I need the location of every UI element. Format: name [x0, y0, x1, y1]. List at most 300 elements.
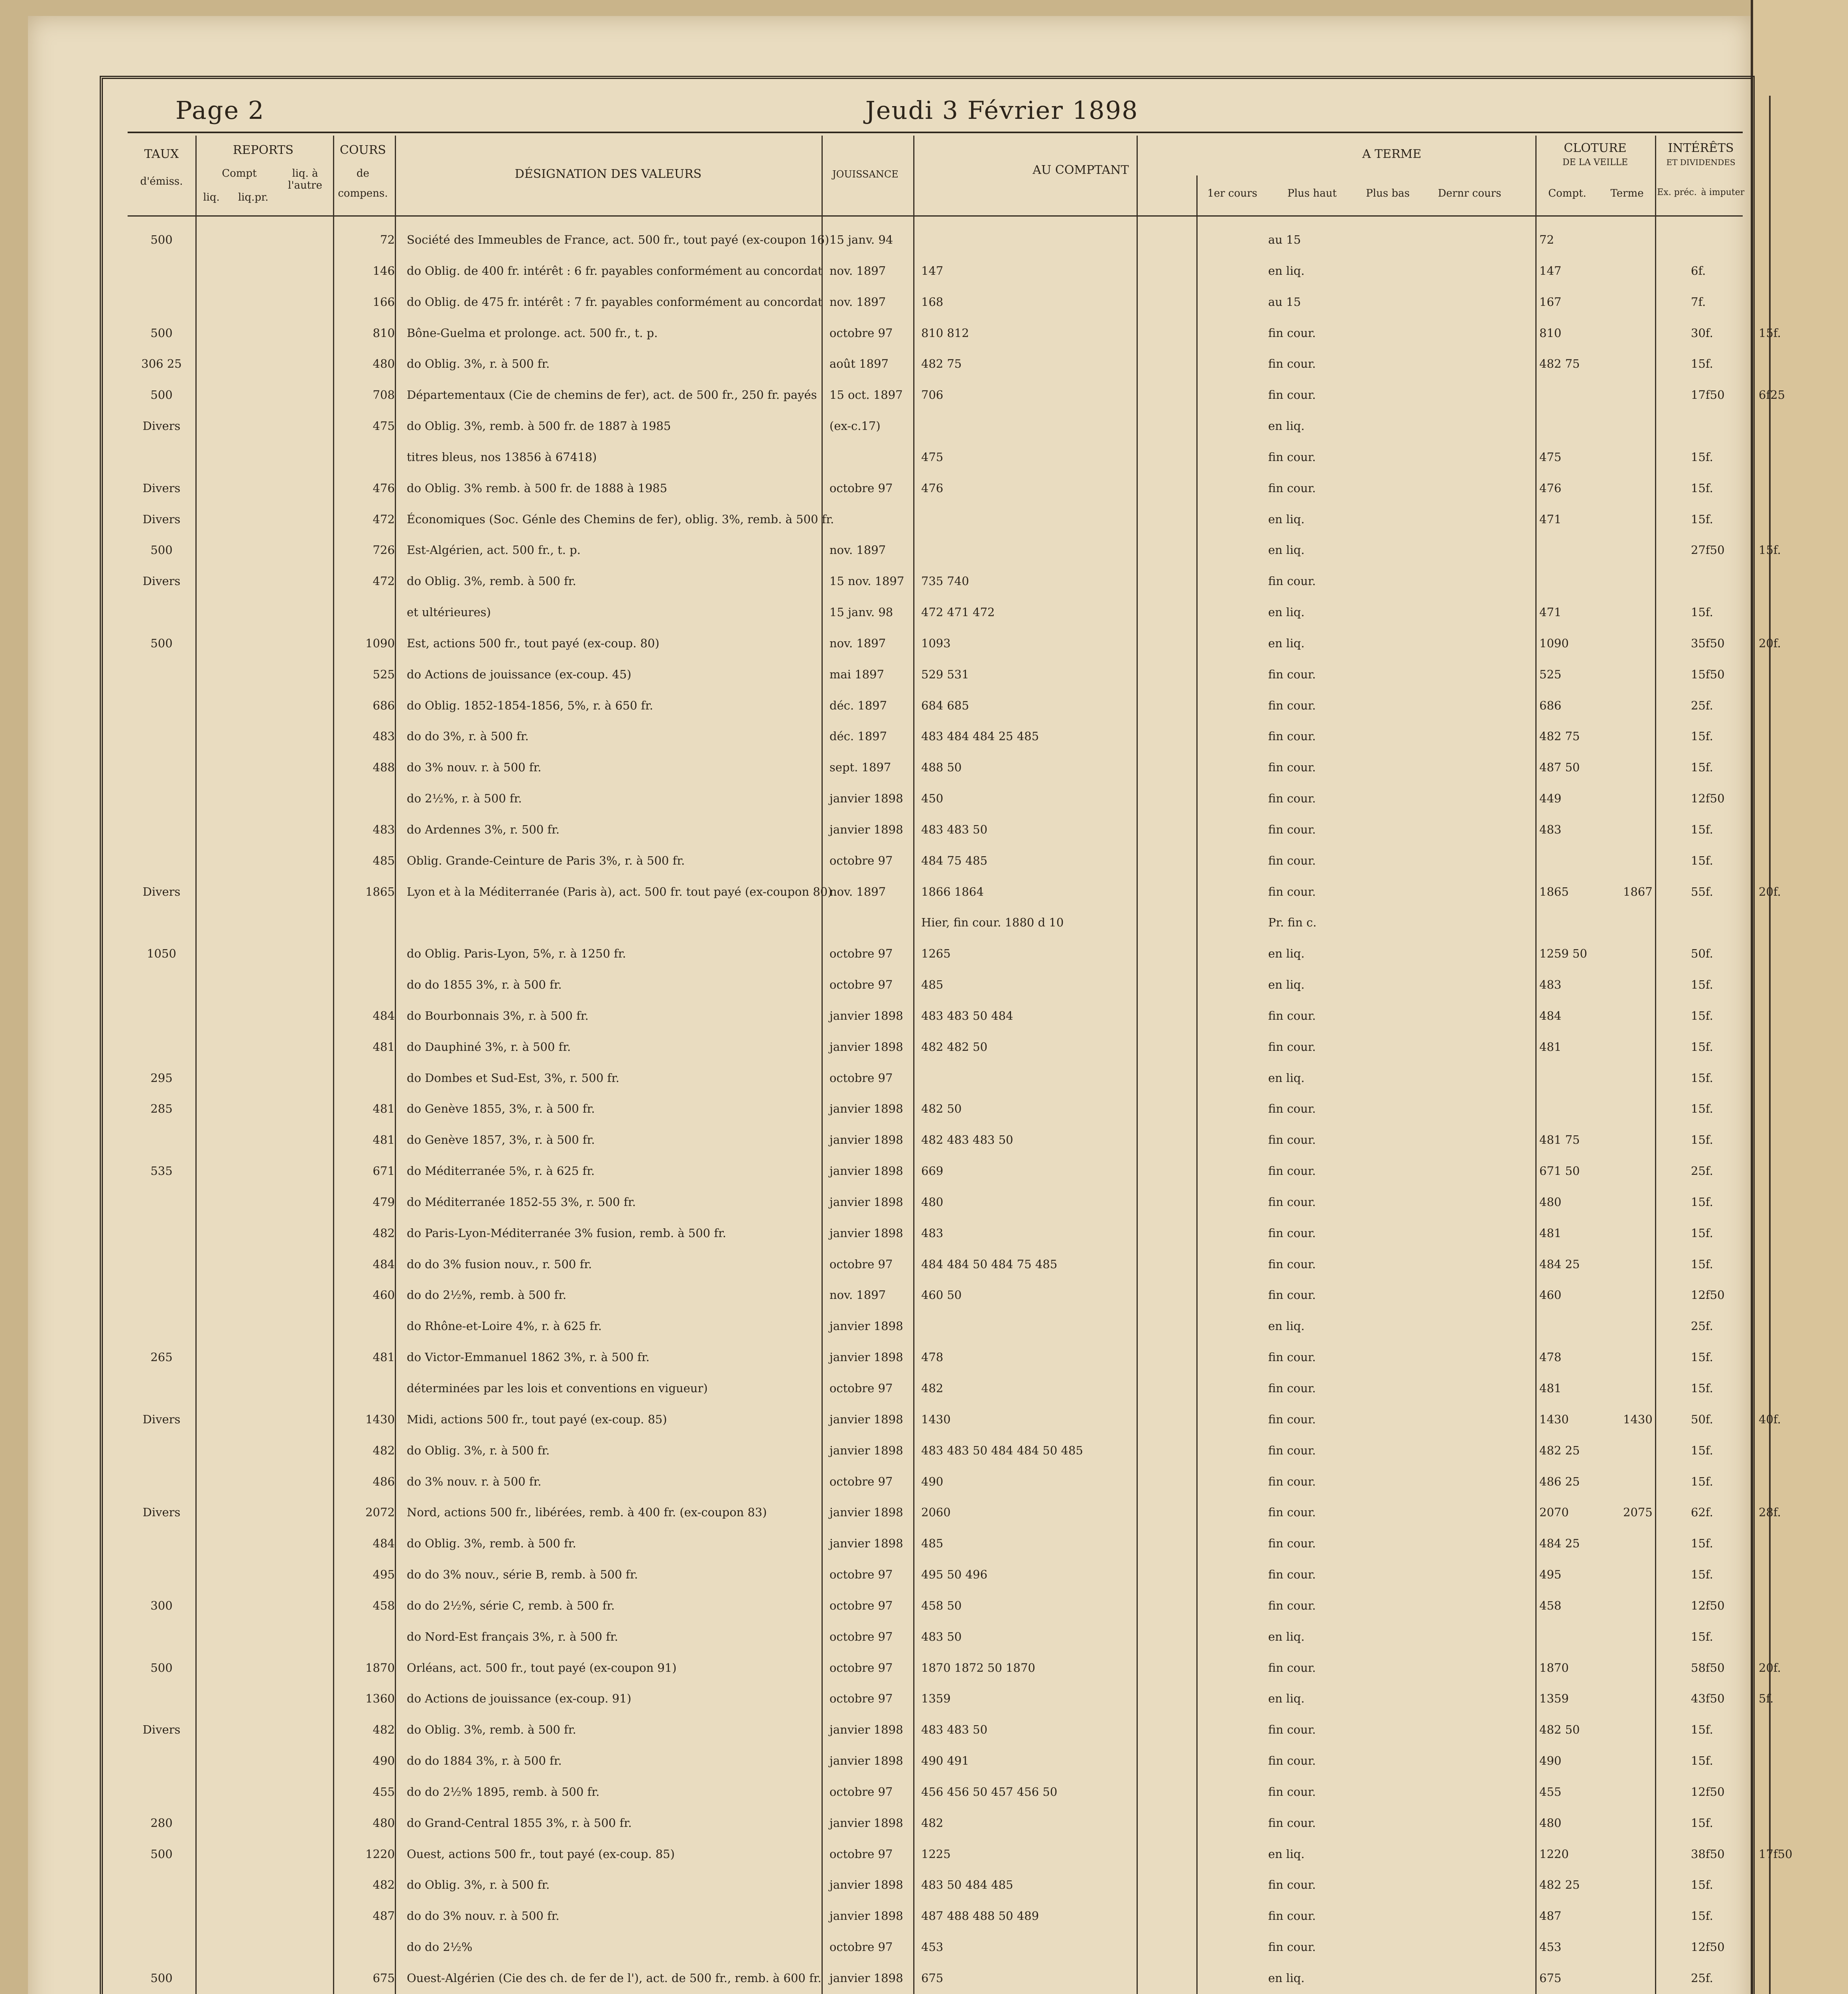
- col-taux-sub: d'émiss.: [140, 175, 183, 187]
- comptant-cell: 476: [921, 481, 944, 495]
- col-interets: INTÉRÊTS: [1668, 141, 1734, 155]
- cloture-comptant-cell: 490: [1539, 1754, 1562, 1768]
- col-terme: A TERME: [1362, 147, 1422, 161]
- liquidation-cell: fin cour.: [1268, 1598, 1316, 1612]
- comptant-cell: 458 50: [921, 1598, 962, 1612]
- cours-cell: 525: [372, 667, 395, 681]
- jouissance-cell: (ex-c.17): [829, 419, 881, 433]
- interet-imputer-cell: 20f.: [1759, 885, 1781, 898]
- cloture-comptant-cell: 487: [1539, 1909, 1562, 1923]
- table-row: [128, 1318, 1743, 1335]
- jouissance-cell: janvier 1898: [829, 1164, 903, 1178]
- designation-cell: Économiques (Soc. Génle des Chemins de fer), oblig. 3%, remb. à 500 fr.: [407, 512, 834, 526]
- comptant-cell: 484 75 485: [921, 853, 988, 867]
- designation-cell: do Rhône-et-Loire 4%, r. à 625 fr.: [407, 1319, 602, 1333]
- col-liq-autre: liq. à l'autre: [288, 167, 322, 191]
- designation-cell: do Oblig. 3%, remb. à 500 fr.: [407, 574, 576, 588]
- jouissance-cell: janvier 1898: [829, 1319, 903, 1333]
- cours-cell: 482: [372, 1723, 395, 1737]
- table-row: [128, 1566, 1743, 1584]
- jouissance-cell: janvier 1898: [829, 1878, 903, 1892]
- interet-precedent-cell: 12f50: [1691, 1598, 1725, 1612]
- interet-precedent-cell: 6f.: [1691, 264, 1706, 278]
- interet-precedent-cell: 25f.: [1691, 1319, 1713, 1333]
- designation-cell: do 2½%, r. à 500 fr.: [407, 792, 522, 806]
- interet-imputer-cell: 40f.: [1759, 1412, 1781, 1426]
- col-liqpr: liq.pr.: [238, 191, 269, 203]
- col-reports: REPORTS: [233, 143, 294, 157]
- cloture-comptant-cell: 482 75: [1539, 357, 1580, 371]
- table-row: [128, 262, 1743, 280]
- interet-precedent-cell: 15f.: [1691, 1878, 1713, 1892]
- cours-cell: 484: [372, 1537, 395, 1551]
- comptant-cell: 483 484 484 25 485: [921, 729, 1039, 743]
- liquidation-cell: fin cour.: [1268, 1164, 1316, 1178]
- col-jouissance: JOUISSANCE: [832, 169, 898, 180]
- cloture-comptant-cell: 810: [1539, 326, 1562, 340]
- taux-cell: 500: [150, 1847, 173, 1861]
- liquidation-cell: fin cour.: [1268, 1040, 1316, 1054]
- cours-cell: 482: [372, 1226, 395, 1240]
- cours-cell: 488: [372, 761, 395, 774]
- interet-precedent-cell: 25f.: [1691, 1971, 1713, 1985]
- interet-precedent-cell: 15f.: [1691, 1754, 1713, 1768]
- jouissance-cell: sept. 1897: [829, 761, 891, 774]
- jouissance-cell: nov. 1897: [829, 885, 886, 898]
- comptant-cell: 483 483 50: [921, 822, 988, 836]
- cloture-comptant-cell: 449: [1539, 792, 1562, 806]
- cours-cell: 458: [372, 1598, 395, 1612]
- cours-cell: 482: [372, 1443, 395, 1457]
- designation-cell: Société des Immeubles de France, act. 500 fr., tout payé (ex-coupon 16): [407, 233, 829, 246]
- table-row: [128, 1256, 1743, 1273]
- page-header: [128, 92, 1723, 128]
- cours-cell: 1870: [365, 1661, 395, 1675]
- cours-cell: 675: [372, 1971, 395, 1985]
- liquidation-cell: fin cour.: [1268, 1816, 1316, 1830]
- interet-precedent-cell: 15f.: [1691, 761, 1713, 774]
- cours-cell: 1360: [365, 1692, 395, 1706]
- jouissance-cell: 15 oct. 1897: [829, 388, 903, 402]
- designation-cell: do Paris-Lyon-Méditerranée 3% fusion, remb. à 500 fr.: [407, 1226, 726, 1240]
- jouissance-cell: nov. 1897: [829, 1288, 886, 1302]
- jouissance-cell: octobre 97: [829, 1381, 893, 1395]
- liquidation-cell: fin cour.: [1268, 574, 1316, 588]
- cloture-comptant-cell: 1220: [1539, 1847, 1569, 1861]
- taux-cell: 500: [150, 636, 173, 650]
- comptant-cell: 485: [921, 1537, 944, 1551]
- jouissance-cell: nov. 1897: [829, 295, 886, 309]
- designation-cell: do Oblig. 3%, remb. à 500 fr. de 1887 à 1985: [407, 419, 671, 433]
- liquidation-cell: en liq.: [1268, 1071, 1305, 1085]
- table-row: [128, 1349, 1743, 1366]
- comptant-cell: 735 740: [921, 574, 969, 588]
- designation-cell: do Méditerranée 1852-55 3%, r. 500 fr.: [407, 1195, 636, 1209]
- jouissance-cell: octobre 97: [829, 1071, 893, 1085]
- interet-imputer-cell: 17f50: [1759, 1847, 1793, 1861]
- col-plusbas: Plus bas: [1366, 187, 1410, 199]
- jouissance-cell: octobre 97: [829, 481, 893, 495]
- jouissance-cell: 15 nov. 1897: [829, 574, 904, 588]
- cours-cell: 481: [372, 1102, 395, 1116]
- comptant-cell: 490 491: [921, 1754, 969, 1768]
- header-rule: [128, 132, 1743, 133]
- jouissance-cell: janvier 1898: [829, 792, 903, 806]
- table-row: [128, 418, 1743, 435]
- table-row: [128, 542, 1781, 559]
- liquidation-cell: fin cour.: [1268, 698, 1316, 712]
- col-clo-terme: Terme: [1610, 187, 1644, 199]
- designation-cell: do Méditerranée 5%, r. à 625 fr.: [407, 1164, 595, 1178]
- liquidation-cell: fin cour.: [1268, 1102, 1316, 1116]
- jouissance-cell: janvier 1898: [829, 1009, 903, 1023]
- comptant-cell: 483 483 50 484 484 50 485: [921, 1443, 1083, 1457]
- taux-cell: Divers: [142, 1412, 181, 1426]
- liquidation-cell: fin cour.: [1268, 1009, 1316, 1023]
- taux-cell: Divers: [142, 574, 181, 588]
- designation-cell: do Oblig. 3%, remb. à 500 fr.: [407, 1537, 576, 1551]
- table-row: [128, 1194, 1743, 1211]
- interet-precedent-cell: 15f.: [1691, 1474, 1713, 1488]
- designation-cell: titres bleus, nos 13856 à 67418): [407, 450, 597, 464]
- cloture-comptant-cell: 481: [1539, 1381, 1562, 1395]
- taux-cell: 280: [150, 1816, 173, 1830]
- comptant-cell: 483 483 50 484: [921, 1009, 1013, 1023]
- table-row: [128, 511, 1743, 528]
- cours-cell: 475: [372, 419, 395, 433]
- comptant-cell: Hier, fin cour. 1880 d 10: [921, 916, 1064, 930]
- designation-cell: do do 2½%, remb. à 500 fr.: [407, 1288, 567, 1302]
- jouissance-cell: octobre 97: [829, 1568, 893, 1582]
- rule: [913, 136, 914, 1994]
- comptant-cell: 1430: [921, 1412, 951, 1426]
- table-row: [128, 1939, 1743, 1956]
- table-row: [128, 1659, 1781, 1677]
- cours-cell: 472: [372, 574, 395, 588]
- designation-cell: do Ardennes 3%, r. 500 fr.: [407, 822, 560, 836]
- comptant-cell: 480: [921, 1195, 944, 1209]
- cours-cell: 1090: [365, 636, 395, 650]
- rule: [395, 136, 396, 1994]
- liquidation-cell: fin cour.: [1268, 1878, 1316, 1892]
- interet-precedent-cell: 25f.: [1691, 698, 1713, 712]
- cloture-comptant-cell: 1870: [1539, 1661, 1569, 1675]
- cloture-comptant-cell: 484 25: [1539, 1537, 1580, 1551]
- designation-cell: do Oblig. Paris-Lyon, 5%, r. à 1250 fr.: [407, 947, 626, 961]
- comptant-cell: 684 685: [921, 698, 969, 712]
- table-row: [128, 1411, 1781, 1429]
- cours-cell: 481: [372, 1040, 395, 1054]
- taux-cell: 1050: [147, 947, 176, 961]
- cours-cell: 1430: [365, 1412, 395, 1426]
- table-row: [128, 1783, 1743, 1801]
- designation-cell: do do 2½%: [407, 1940, 473, 1954]
- cloture-comptant-cell: 481: [1539, 1040, 1562, 1054]
- liquidation-cell: fin cour.: [1268, 1350, 1316, 1364]
- jouissance-cell: janvier 1898: [829, 1754, 903, 1768]
- interet-precedent-cell: 15f.: [1691, 1629, 1713, 1643]
- interet-imputer-cell: 20f.: [1759, 636, 1781, 650]
- jouissance-cell: nov. 1897: [829, 636, 886, 650]
- taux-cell: 500: [150, 1971, 173, 1985]
- rule: [1655, 136, 1656, 1994]
- table-row: [128, 914, 1743, 932]
- liquidation-cell: fin cour.: [1268, 1133, 1316, 1147]
- table-row: [128, 635, 1781, 652]
- designation-cell: do Actions de jouissance (ex-coup. 91): [407, 1692, 632, 1706]
- comptant-cell: 450: [921, 792, 944, 806]
- interet-precedent-cell: 15f.: [1691, 729, 1713, 743]
- cours-cell: 146: [372, 264, 395, 278]
- cloture-comptant-cell: 478: [1539, 1350, 1562, 1364]
- interet-precedent-cell: 38f50: [1691, 1847, 1725, 1861]
- interet-imputer-cell: 28f.: [1759, 1505, 1781, 1519]
- table-row: [128, 821, 1743, 839]
- cours-cell: 166: [372, 295, 395, 309]
- interet-precedent-cell: 15f.: [1691, 1568, 1713, 1582]
- interet-precedent-cell: 30f.: [1691, 326, 1713, 340]
- designation-cell: Oblig. Grande-Ceinture de Paris 3%, r. à 500 fr.: [407, 853, 685, 867]
- designation-cell: do Bourbonnais 3%, r. à 500 fr.: [407, 1009, 589, 1023]
- designation-cell: do do 2½% 1895, remb. à 500 fr.: [407, 1785, 600, 1799]
- table-row: [128, 1287, 1743, 1304]
- col-dernier: Dernr cours: [1438, 187, 1501, 199]
- jouissance-cell: janvier 1898: [829, 1723, 903, 1737]
- cloture-comptant-cell: 484: [1539, 1009, 1562, 1023]
- taux-cell: Divers: [142, 885, 181, 898]
- comptant-cell: 529 531: [921, 667, 969, 681]
- cloture-comptant-cell: 2070: [1539, 1505, 1569, 1519]
- liquidation-cell: fin cour.: [1268, 1754, 1316, 1768]
- table-row: [128, 1007, 1743, 1025]
- cours-cell: 482: [372, 1878, 395, 1892]
- table-row: [128, 1100, 1743, 1118]
- cloture-comptant-cell: 1865: [1539, 885, 1569, 898]
- taux-cell: Divers: [142, 1505, 181, 1519]
- interet-precedent-cell: 7f.: [1691, 295, 1706, 309]
- table-row: [128, 1038, 1743, 1056]
- col-designation: DÉSIGNATION DES VALEURS: [514, 167, 702, 181]
- table-row: [128, 728, 1743, 745]
- liquidation-cell: en liq.: [1268, 1971, 1305, 1985]
- liquidation-cell: fin cour.: [1268, 1443, 1316, 1457]
- designation-cell: Est, actions 500 fr., tout payé (ex-coup. 80): [407, 636, 660, 650]
- liquidation-cell: fin cour.: [1268, 1661, 1316, 1675]
- interet-precedent-cell: 15f.: [1691, 1443, 1713, 1457]
- jouissance-cell: déc. 1897: [829, 729, 887, 743]
- liquidation-cell: fin cour.: [1268, 1505, 1316, 1519]
- cours-cell: 671: [372, 1164, 395, 1178]
- liquidation-cell: en liq.: [1268, 947, 1305, 961]
- liquidation-cell: fin cour.: [1268, 326, 1316, 340]
- interet-precedent-cell: 15f.: [1691, 450, 1713, 464]
- col-de: de: [356, 167, 370, 179]
- comptant-cell: 485: [921, 978, 944, 992]
- table-row: [128, 852, 1743, 870]
- liquidation-cell: fin cour.: [1268, 853, 1316, 867]
- designation-cell: do Oblig. 1852-1854-1856, 5%, r. à 650 fr.: [407, 698, 653, 712]
- liquidation-cell: en liq.: [1268, 1319, 1305, 1333]
- comptant-cell: 487 488 488 50 489: [921, 1909, 1039, 1923]
- cloture-comptant-cell: 525: [1539, 667, 1562, 681]
- cours-cell: 483: [372, 822, 395, 836]
- cloture-comptant-cell: 675: [1539, 1971, 1562, 1985]
- cours-cell: 708: [372, 388, 395, 402]
- comptant-cell: 482 482 50: [921, 1040, 988, 1054]
- designation-cell: do Dauphiné 3%, r. à 500 fr.: [407, 1040, 571, 1054]
- table-row: [128, 945, 1743, 963]
- cours-cell: 481: [372, 1350, 395, 1364]
- interet-imputer-cell: 6f25: [1759, 388, 1785, 402]
- jouissance-cell: octobre 97: [829, 1785, 893, 1799]
- col-plushaut: Plus haut: [1287, 187, 1337, 199]
- jouissance-cell: octobre 97: [829, 1661, 893, 1675]
- cloture-comptant-cell: 481 75: [1539, 1133, 1580, 1147]
- interet-precedent-cell: 15f.: [1691, 1009, 1713, 1023]
- comptant-cell: 484 484 50 484 75 485: [921, 1257, 1058, 1271]
- interet-precedent-cell: 15f.: [1691, 1537, 1713, 1551]
- cours-cell: 483: [372, 729, 395, 743]
- cours-cell: 472: [372, 512, 395, 526]
- jouissance-cell: octobre 97: [829, 1474, 893, 1488]
- cours-cell: 484: [372, 1009, 395, 1023]
- cloture-comptant-cell: 482 25: [1539, 1443, 1580, 1457]
- table-row: [128, 1628, 1743, 1646]
- cloture-comptant-cell: 483: [1539, 822, 1562, 836]
- liquidation-cell: fin cour.: [1268, 729, 1316, 743]
- interet-precedent-cell: 15f.: [1691, 1102, 1713, 1116]
- jouissance-cell: 15 janv. 94: [829, 233, 893, 246]
- liquidation-cell: en liq.: [1268, 605, 1305, 619]
- jouissance-cell: janvier 1898: [829, 822, 903, 836]
- designation-cell: Nord, actions 500 fr., libérées, remb. à 400 fr. (ex-coupon 83): [407, 1505, 767, 1519]
- jouissance-cell: janvier 1898: [829, 1909, 903, 1923]
- jouissance-cell: janvier 1898: [829, 1505, 903, 1519]
- col-compt: Compt: [222, 167, 257, 179]
- table-row: [128, 1690, 1774, 1708]
- table-row: [128, 1752, 1743, 1770]
- cloture-comptant-cell: 481: [1539, 1226, 1562, 1240]
- cours-cell: 810: [372, 326, 395, 340]
- cloture-comptant-cell: 72: [1539, 233, 1554, 246]
- jouissance-cell: octobre 97: [829, 1257, 893, 1271]
- liquidation-cell: fin cour.: [1268, 1537, 1316, 1551]
- designation-cell: do do 3%, r. à 500 fr.: [407, 729, 529, 743]
- designation-cell: do Victor-Emmanuel 1862 3%, r. à 500 fr.: [407, 1350, 650, 1364]
- jouissance-cell: janvier 1898: [829, 1040, 903, 1054]
- comptant-cell: 1870 1872 50 1870: [921, 1661, 1035, 1675]
- designation-cell: Ouest, actions 500 fr., tout payé (ex-coup. 85): [407, 1847, 675, 1861]
- comptant-cell: 482: [921, 1816, 944, 1830]
- cours-cell: 1865: [365, 885, 395, 898]
- designation-cell: do Oblig. de 475 fr. intérêt : 7 fr. payables conformément au concordat: [407, 295, 823, 309]
- comptant-cell: 490: [921, 1474, 944, 1488]
- jouissance-cell: octobre 97: [829, 1692, 893, 1706]
- liquidation-cell: fin cour.: [1268, 1909, 1316, 1923]
- taux-cell: Divers: [142, 419, 181, 433]
- interet-precedent-cell: 15f.: [1691, 1816, 1713, 1830]
- table-row: [128, 1970, 1743, 1987]
- jouissance-cell: janvier 1898: [829, 1537, 903, 1551]
- taux-cell: Divers: [142, 1723, 181, 1737]
- interet-precedent-cell: 15f.: [1691, 822, 1713, 836]
- cloture-comptant-cell: 1359: [1539, 1692, 1569, 1706]
- cloture-terme-cell: 2075: [1623, 1505, 1653, 1519]
- table-row: [128, 1907, 1743, 1925]
- interet-precedent-cell: 12f50: [1691, 1940, 1725, 1954]
- table-row: [128, 883, 1781, 901]
- interet-precedent-cell: 15f.: [1691, 1071, 1713, 1085]
- cloture-comptant-cell: 482 25: [1539, 1878, 1580, 1892]
- jouissance-cell: janvier 1898: [829, 1102, 903, 1116]
- liquidation-cell: en liq.: [1268, 1629, 1305, 1643]
- comptant-cell: 488 50: [921, 761, 962, 774]
- cloture-comptant-cell: 483: [1539, 978, 1562, 992]
- rule: [333, 136, 334, 1994]
- table-row: [128, 355, 1743, 373]
- cloture-comptant-cell: 460: [1539, 1288, 1562, 1302]
- jouissance-cell: octobre 97: [829, 1629, 893, 1643]
- designation-cell: Ouest-Algérien (Cie des ch. de fer de l'), act. de 500 fr., remb. à 600 fr.: [407, 1971, 822, 1985]
- taux-cell: 500: [150, 543, 173, 557]
- designation-cell: do do 2½%, série C, remb. à 500 fr.: [407, 1598, 615, 1612]
- taux-cell: 500: [150, 233, 173, 246]
- table-row: [128, 1473, 1743, 1491]
- jouissance-cell: janvier 1898: [829, 1133, 903, 1147]
- comptant-cell: 675: [921, 1971, 944, 1985]
- interet-precedent-cell: 55f.: [1691, 885, 1713, 898]
- liquidation-cell: en liq.: [1268, 1847, 1305, 1861]
- liquidation-cell: en liq.: [1268, 1692, 1305, 1706]
- cloture-comptant-cell: 167: [1539, 295, 1562, 309]
- cloture-comptant-cell: 480: [1539, 1195, 1562, 1209]
- table-row: [128, 1876, 1743, 1894]
- comptant-cell: 482 483 483 50: [921, 1133, 1013, 1147]
- rule: [1137, 136, 1138, 1994]
- jouissance-cell: octobre 97: [829, 947, 893, 961]
- taux-cell: Divers: [142, 481, 181, 495]
- comptant-cell: 483 50: [921, 1629, 962, 1643]
- designation-cell: et ultérieures): [407, 605, 491, 619]
- designation-cell: Lyon et à la Méditerranée (Paris à), act. 500 fr. tout payé (ex-coupon 80): [407, 885, 832, 898]
- cloture-comptant-cell: 686: [1539, 698, 1562, 712]
- interet-precedent-cell: 50f.: [1691, 1412, 1713, 1426]
- interet-precedent-cell: 58f50: [1691, 1661, 1725, 1675]
- interet-precedent-cell: 15f.: [1691, 1350, 1713, 1364]
- table-row: [128, 1535, 1743, 1553]
- col-cours: COURS: [340, 143, 386, 157]
- taux-cell: Divers: [142, 512, 181, 526]
- comptant-cell: 1225: [921, 1847, 951, 1861]
- liquidation-cell: en liq.: [1268, 978, 1305, 992]
- interet-precedent-cell: 15f.: [1691, 1381, 1713, 1395]
- table-row: [128, 231, 1743, 249]
- cloture-comptant-cell: 458: [1539, 1598, 1562, 1612]
- liquidation-cell: en liq.: [1268, 264, 1305, 278]
- designation-cell: Orléans, act. 500 fr., tout payé (ex-coupon 91): [407, 1661, 677, 1675]
- designation-cell: do do 3% nouv. r. à 500 fr.: [407, 1909, 560, 1923]
- jouissance-cell: août 1897: [829, 357, 889, 371]
- interet-precedent-cell: 17f50: [1691, 388, 1725, 402]
- cours-cell: 476: [372, 481, 395, 495]
- taux-cell: 295: [150, 1071, 173, 1085]
- cours-cell: 2072: [365, 1505, 395, 1519]
- liquidation-cell: fin cour.: [1268, 357, 1316, 371]
- jouissance-cell: octobre 97: [829, 1847, 893, 1861]
- designation-cell: do Oblig. 3%, r. à 500 fr.: [407, 1443, 550, 1457]
- cours-cell: 490: [372, 1754, 395, 1768]
- table-row: [128, 294, 1743, 311]
